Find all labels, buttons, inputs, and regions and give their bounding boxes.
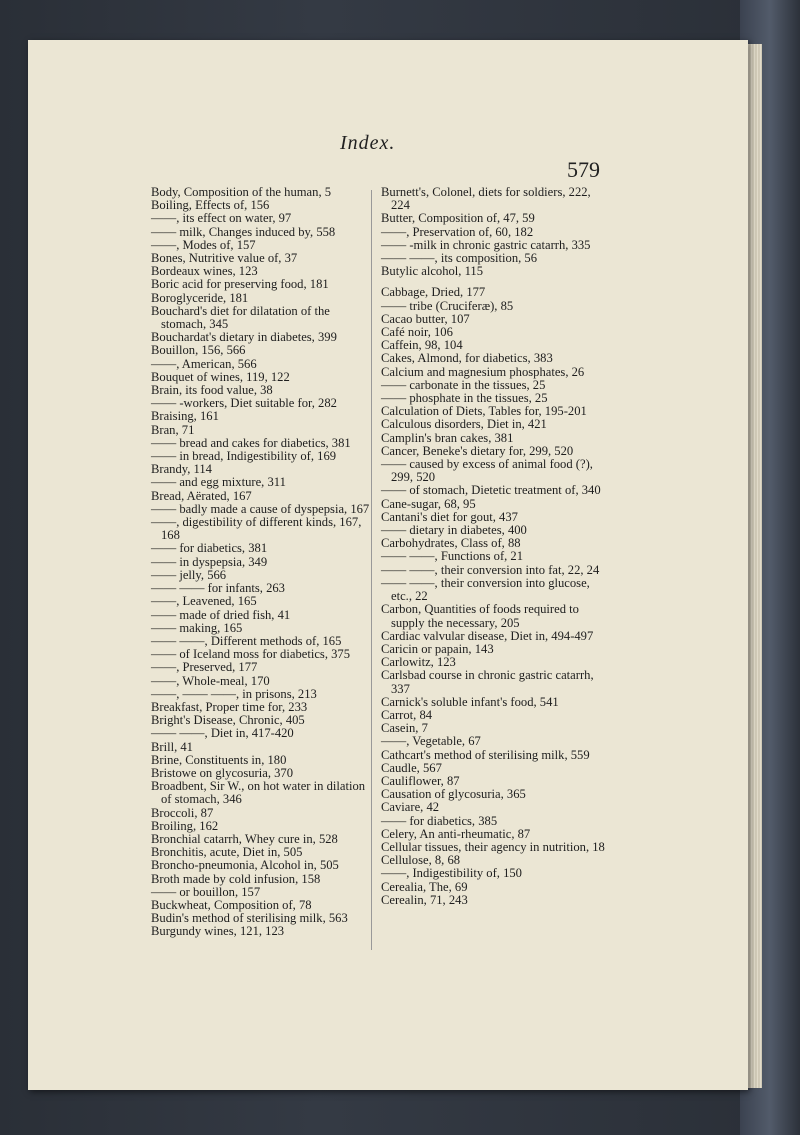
- index-entry: —— milk, Changes induced by, 558: [151, 224, 336, 239]
- index-entry: —— or bouillon, 157: [151, 884, 261, 899]
- index-entry: —— ——, Different methods of, 165: [151, 633, 342, 648]
- index-entry: Budin's method of sterilising milk, 563: [151, 911, 348, 926]
- page-title: Index.: [340, 132, 396, 154]
- index-entry: —— ——, their conversion into fat, 22, 24: [381, 562, 600, 577]
- index-entry: Carlowitz, 123: [381, 655, 456, 670]
- index-entry: Cacao butter, 107: [381, 311, 470, 326]
- index-entry: Brill, 41: [151, 739, 193, 754]
- index-entry: Buckwheat, Composition of, 78: [151, 897, 312, 912]
- index-entry: Cardiac valvular disease, Diet in, 494-497: [381, 628, 594, 643]
- index-entry: ——, American, 566: [151, 356, 257, 371]
- index-entry: Cabbage, Dried, 177: [381, 285, 486, 300]
- index-entry: —— making, 165: [151, 620, 243, 635]
- index-entry: Cerealin, 71, 243: [381, 892, 468, 907]
- index-entry: Carbon, Quantities of foods required to supply the necessary, 205: [381, 602, 579, 630]
- index-entry: Caffein, 98, 104: [381, 338, 463, 353]
- index-entry: —— bread and cakes for diabetics, 381: [151, 435, 351, 450]
- index-entry: ——, its effect on water, 97: [151, 211, 292, 226]
- index-entry: Bouillon, 156, 566: [151, 343, 246, 358]
- index-entry: Camplin's bran cakes, 381: [381, 430, 514, 445]
- index-entry: Burnett's, Colonel, diets for soldiers, 222, 224: [381, 185, 591, 213]
- index-entry: —— made of dried fish, 41: [151, 607, 291, 622]
- column-divider: [371, 190, 372, 950]
- index-entry: —— phosphate in the tissues, 25: [381, 391, 548, 406]
- index-entry: Cerealia, The, 69: [381, 879, 468, 894]
- index-entry: —— for diabetics, 385: [381, 813, 498, 828]
- index-entry: —— badly made a cause of dyspepsia, 167: [151, 501, 370, 516]
- index-entry: Breakfast, Proper time for, 233: [151, 699, 308, 714]
- index-entry: Carnick's soluble infant's food, 541: [381, 694, 559, 709]
- index-entry: Broncho-pneumonia, Alcohol in, 505: [151, 858, 339, 873]
- index-entry: ——, Leavened, 165: [151, 594, 257, 609]
- index-entry: Caricin or papain, 143: [381, 641, 494, 656]
- index-entry: —— -milk in chronic gastric catarrh, 335: [381, 237, 591, 252]
- index-entry: Broth made by cold infusion, 158: [151, 871, 321, 886]
- index-entry: Cantani's diet for gout, 437: [381, 509, 518, 524]
- index-column-left: [151, 186, 371, 939]
- index-entry: ——, —— ——, in prisons, 213: [151, 686, 317, 701]
- index-entry: Bordeaux wines, 123: [151, 264, 258, 279]
- index-entry: Casein, 7: [381, 721, 428, 736]
- index-group-b: [381, 186, 605, 278]
- index-entry: Bread, Aërated, 167: [151, 488, 252, 503]
- index-entry: Butter, Composition of, 47, 59: [381, 211, 535, 226]
- index-entry: Bright's Disease, Chronic, 405: [151, 713, 305, 728]
- index-entry: Celery, An anti-rheumatic, 87: [381, 826, 531, 841]
- index-entry: —— tribe (Cruciferæ), 85: [381, 298, 514, 313]
- index-entry: Café noir, 106: [381, 325, 453, 340]
- page-number: 579: [567, 157, 600, 182]
- index-entry: Brain, its food value, 38: [151, 383, 273, 398]
- index-entry: Carbohydrates, Class of, 88: [381, 536, 521, 551]
- index-entry: Broccoli, 87: [151, 805, 214, 820]
- index-entry: Braising, 161: [151, 409, 219, 424]
- index-entry: Bronchial catarrh, Whey cure in, 528: [151, 831, 338, 846]
- index-entry: —— ——, its composition, 56: [381, 251, 538, 266]
- index-entry: Carrot, 84: [381, 707, 433, 722]
- index-entry: Bouchardat's dietary in diabetes, 399: [151, 330, 337, 345]
- index-entry: Cancer, Beneke's dietary for, 299, 520: [381, 443, 574, 458]
- index-entry: Causation of glycosuria, 365: [381, 787, 526, 802]
- index-entry: Bristowe on glycosuria, 370: [151, 765, 294, 780]
- index-entry: Burgundy wines, 121, 123: [151, 924, 285, 939]
- index-entry: Bronchitis, acute, Diet in, 505: [151, 845, 303, 860]
- index-entry: Caviare, 42: [381, 800, 440, 815]
- index-entry: Cellular tissues, their agency in nutrition, 18: [381, 839, 605, 854]
- index-entry: ——, Modes of, 157: [151, 237, 256, 252]
- index-entry: Brine, Constituents in, 180: [151, 752, 287, 767]
- index-entry: —— dietary in diabetes, 400: [381, 523, 527, 538]
- index-entry: —— ——, Functions of, 21: [381, 549, 524, 564]
- index-entry: Cauliflower, 87: [381, 773, 460, 788]
- index-entry: ——, Preservation of, 60, 182: [381, 224, 534, 239]
- index-entry: —— for diabetics, 381: [151, 541, 268, 556]
- index-entry: Body, Composition of the human, 5: [151, 185, 332, 199]
- index-entry: Broadbent, Sir W., on hot water in dilation of stomach, 346: [151, 779, 366, 807]
- index-entry: Cakes, Almond, for diabetics, 383: [381, 351, 553, 366]
- page-edges: [748, 44, 762, 1088]
- index-group-c: [381, 286, 605, 907]
- index-entry: Cathcart's method of sterilising milk, 559: [381, 747, 590, 762]
- index-entry: Calculous disorders, Diet in, 421: [381, 417, 547, 432]
- index-entry: —— in dyspepsia, 349: [151, 554, 268, 569]
- index-entry: Boroglyceride, 181: [151, 290, 249, 305]
- index-entry: —— jelly, 566: [151, 567, 227, 582]
- index-entry: —— ——, their conversion into glucose, etc., 22: [381, 575, 590, 604]
- index-entry: Boiling, Effects of, 156: [151, 198, 270, 213]
- index-entry: Cellulose, 8, 68: [381, 853, 461, 868]
- index-entry: ——, Whole-meal, 170: [151, 673, 270, 688]
- index-entry: Bran, 71: [151, 422, 195, 437]
- index-entry: Broiling, 162: [151, 818, 219, 833]
- index-entry: —— —— for infants, 263: [151, 581, 285, 596]
- index-entry: Carlsbad course in chronic gastric catarrh, 337: [381, 668, 594, 696]
- index-entry: —— caused by excess of animal food (?), 299, 520: [381, 457, 593, 485]
- index-entry: Boric acid for preserving food, 181: [151, 277, 329, 292]
- index-entry: —— of stomach, Dietetic treatment of, 340: [381, 483, 601, 498]
- index-entry: Bones, Nutritive value of, 37: [151, 251, 298, 266]
- index-entry: ——, digestibility of different kinds, 167, 168: [151, 515, 362, 543]
- index-entry: —— -workers, Diet suitable for, 282: [151, 396, 337, 411]
- index-entry: —— ——, Diet in, 417-420: [151, 726, 294, 741]
- index-entry: Bouchard's diet for dilatation of the stomach, 345: [151, 303, 330, 332]
- index-entry: ——, Indigestibility of, 150: [381, 866, 522, 881]
- index-entry: —— carbonate in the tissues, 25: [381, 377, 546, 392]
- index-entry: Butylic alcohol, 115: [381, 264, 484, 279]
- index-column-right: [381, 186, 605, 907]
- index-entry: Calculation of Diets, Tables for, 195-201: [381, 404, 587, 419]
- index-entry: —— of Iceland moss for diabetics, 375: [151, 647, 351, 662]
- index-entry: Calcium and magnesium phosphates, 26: [381, 364, 585, 379]
- index-entry: ——, Preserved, 177: [151, 660, 258, 675]
- index-entry: —— and egg mixture, 311: [151, 475, 286, 490]
- index-entry: Cane-sugar, 68, 95: [381, 496, 476, 511]
- index-entry: Bouquet of wines, 119, 122: [151, 369, 290, 384]
- index-entry: Caudle, 567: [381, 760, 442, 775]
- index-entry: —— in bread, Indigestibility of, 169: [151, 449, 337, 464]
- index-entry: Brandy, 114: [151, 462, 212, 477]
- index-entry: ——, Vegetable, 67: [381, 734, 481, 749]
